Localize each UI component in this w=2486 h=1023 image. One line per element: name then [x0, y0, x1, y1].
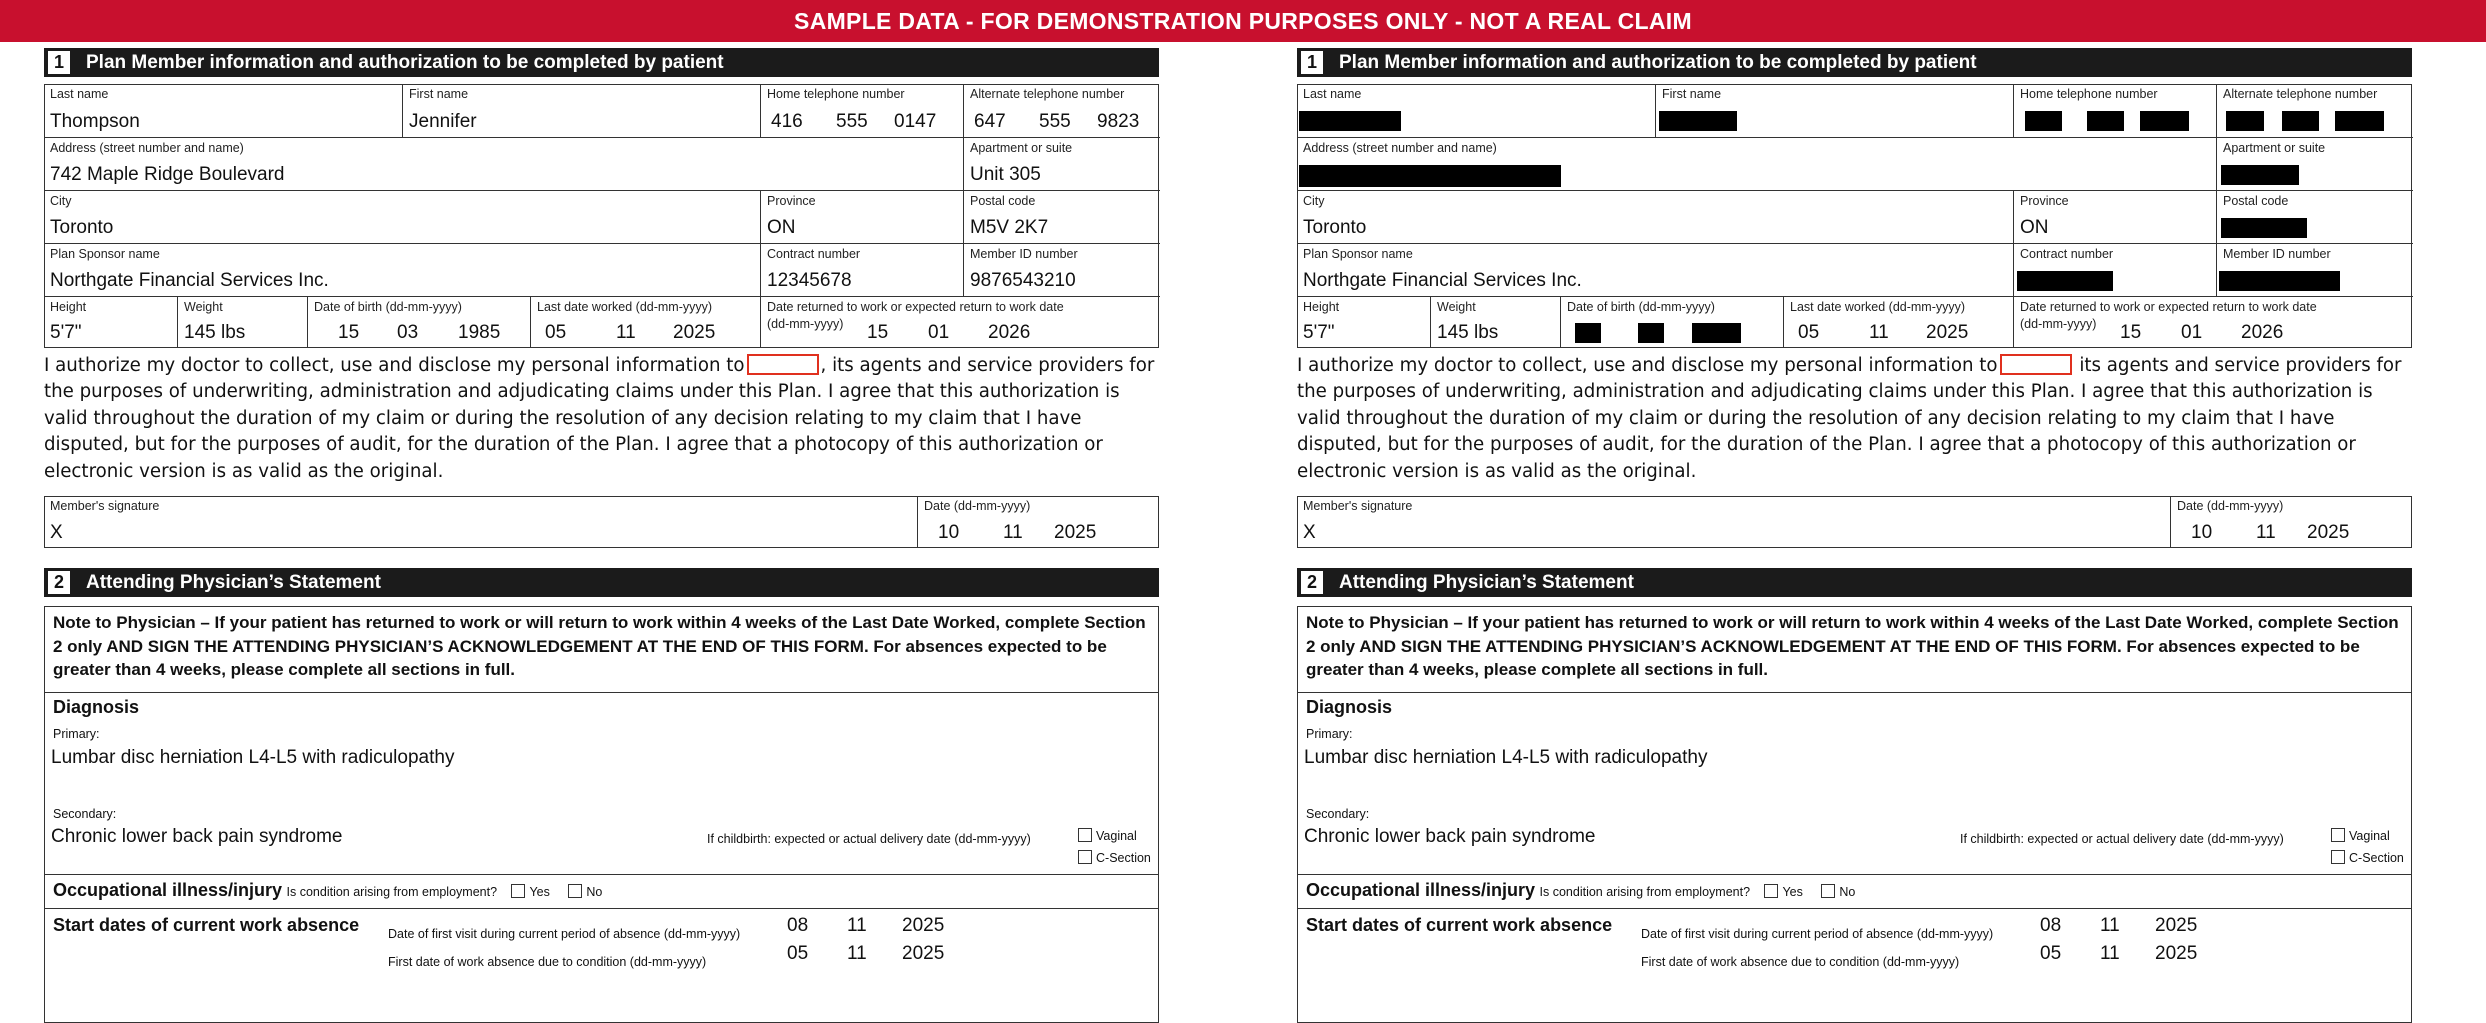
- field-value: 01: [2181, 322, 2203, 343]
- return-date-field[interactable]: [760, 296, 1160, 348]
- redaction-bar: [1659, 111, 1737, 131]
- field-value: 9823: [1097, 111, 1140, 132]
- redaction-bar: [1638, 323, 1664, 343]
- field-label: Last date worked (dd-mm-yyyy): [1790, 300, 1966, 314]
- redaction-bar: [2335, 111, 2384, 131]
- field-label: Home telephone number: [2020, 87, 2158, 101]
- first-visit-label: Date of first visit during current period of absence (dd-mm-yyyy): [1641, 927, 1994, 941]
- alt-phone-field[interactable]: [963, 84, 1160, 137]
- field-label: Date of birth (dd-mm-yyyy): [1567, 300, 1715, 314]
- field-value: 05: [545, 322, 567, 343]
- no-option[interactable]: [1821, 885, 1855, 899]
- checkbox[interactable]: [1078, 828, 1092, 842]
- field-value: M5V 2K7: [970, 217, 1049, 238]
- auth-text-end: its agents and service providers for the purposes of underwriting, administration and adjudicating claims under this Plan. I agree that this authorization is valid throughout the duration of my claim or during the resolution of any decision relating to my claim that I have disputed, but for the purposes of audit, for the duration of the Plan. I agree that a photocopy of this authorization or electronic version is as valid as the original.: [1297, 355, 2402, 482]
- field-label: Plan Sponsor name: [50, 247, 160, 261]
- field-label: Alternate telephone number: [970, 87, 1125, 101]
- secondary-label: Secondary:: [1306, 807, 1370, 821]
- csection-option[interactable]: [1078, 850, 1151, 865]
- first-absence-day[interactable]: 05: [2040, 943, 2062, 964]
- field-value: 01: [928, 322, 950, 343]
- field-value: 2025: [2307, 522, 2350, 543]
- weight-field[interactable]: [177, 296, 307, 348]
- last-worked-field[interactable]: [530, 296, 760, 348]
- field-label: Alternate telephone number: [2223, 87, 2378, 101]
- redaction-bar: [1299, 165, 1561, 187]
- first-absence-month[interactable]: 11: [2100, 943, 2120, 964]
- field-label: Postal code: [2223, 194, 2289, 208]
- field-value: 11: [1869, 322, 1889, 343]
- field-value: Jennifer: [409, 111, 477, 132]
- divider: [1298, 874, 2411, 875]
- field-label: Member ID number: [2223, 247, 2331, 261]
- field-value: Unit 305: [970, 164, 1041, 185]
- postal-code-field[interactable]: [2216, 190, 2413, 243]
- field-value: 5'7": [50, 322, 82, 343]
- field-value: 1985: [458, 322, 501, 343]
- city-field[interactable]: [1297, 190, 2013, 243]
- province-field[interactable]: [2013, 190, 2216, 243]
- section-title: Plan Member information and authorization to be completed by patient: [86, 52, 724, 73]
- field-label: Address (street number and name): [50, 141, 244, 155]
- auth-text-end: , its agents and service providers for the purposes of underwriting, administration and adjudicating claims under this Plan. I agree that this authorization is valid throughout the duration of my claim or during the resolution of any decision relating to my claim that I have disputed, but for the purposes of audit, for the duration of the Plan. I agree that a photocopy of this authorization or electronic version is as valid as the original.: [44, 355, 1155, 482]
- field-value: Northgate Financial Services Inc.: [50, 270, 329, 291]
- field-value: 647: [974, 111, 1006, 132]
- field-label: Member ID number: [970, 247, 1078, 261]
- field-label: Date of birth (dd-mm-yyyy): [314, 300, 462, 314]
- physician-statement-body: [1297, 693, 2412, 1023]
- primary-label: Primary:: [1306, 727, 1353, 741]
- insurer-name-box[interactable]: [747, 354, 819, 375]
- member-id-field[interactable]: [963, 243, 1160, 296]
- physician-statement-body: [44, 693, 1159, 1023]
- plan-sponsor-field[interactable]: [1297, 243, 2013, 296]
- divider: [45, 874, 1158, 875]
- field-label: (dd-mm-yyyy): [767, 317, 844, 331]
- first-absence-day[interactable]: 05: [787, 943, 809, 964]
- weight-field[interactable]: [1430, 296, 1560, 348]
- first-absence-year[interactable]: 2025: [2155, 943, 2198, 964]
- field-value: 5'7": [1303, 322, 1335, 343]
- field-label: Province: [2020, 194, 2069, 208]
- field-value: 2026: [2241, 322, 2284, 343]
- field-label: Apartment or suite: [970, 141, 1073, 155]
- section-title: Attending Physician’s Statement: [1339, 572, 1634, 593]
- occupational-question: Is condition arising from employment?: [1539, 885, 1751, 899]
- first-absence-month[interactable]: 11: [847, 943, 867, 964]
- field-value: 145 lbs: [184, 322, 246, 343]
- redaction-bar: [1692, 323, 1741, 343]
- field-label: Member's signature: [50, 499, 160, 513]
- field-value: Thompson: [50, 111, 140, 132]
- primary-label: Primary:: [53, 727, 100, 741]
- first-visit-year[interactable]: 2025: [902, 915, 945, 936]
- field-value: 15: [2120, 322, 2142, 343]
- field-value: 416: [771, 111, 803, 132]
- option-label: Vaginal: [2349, 829, 2390, 843]
- redaction-bar: [2226, 111, 2264, 131]
- first-visit-day[interactable]: 08: [787, 915, 809, 936]
- redaction-bar: [2017, 271, 2113, 291]
- height-field[interactable]: [1297, 296, 1430, 348]
- member-id-field[interactable]: [2216, 243, 2413, 296]
- field-value: 11: [616, 322, 636, 343]
- field-value: 15: [338, 322, 360, 343]
- field-label: City: [1303, 194, 1325, 208]
- physician-note: Note to Physician – If your patient has returned to work or will return to work within 4 weeks of the Last Date Worked, complete Section 2 only AND SIGN THE ATTENDING PHYSICIAN’S ACKNOWLEDGEMENT AT THE END OF THIS FORM. For absences expected to be greater than 4 weeks, please complete all sections in full.: [44, 606, 1159, 693]
- contract-number-field[interactable]: [760, 243, 963, 296]
- occupational-row: [53, 880, 602, 901]
- occupational-row: [1306, 880, 1855, 901]
- section-number: 2: [48, 571, 70, 594]
- field-value: 555: [1039, 111, 1071, 132]
- field-value: Toronto: [50, 217, 114, 238]
- field-value: X: [50, 522, 63, 543]
- occupational-question: Is condition arising from employment?: [286, 885, 498, 899]
- apartment-field[interactable]: [963, 137, 1160, 190]
- diagnosis-heading: Diagnosis: [53, 697, 140, 717]
- field-value: 2025: [673, 322, 716, 343]
- member-info-grid: [44, 84, 1159, 348]
- field-value: ON: [767, 217, 796, 238]
- signature-date-field[interactable]: [917, 496, 1160, 548]
- signature-row: [1297, 496, 2412, 548]
- form-panel-redacted: [1297, 48, 2412, 969]
- redaction-bar: [2087, 111, 2124, 131]
- yes-option[interactable]: [1764, 885, 1802, 899]
- province-field[interactable]: [760, 190, 963, 243]
- secondary-label: Secondary:: [53, 807, 117, 821]
- option-label: Yes: [1782, 885, 1803, 899]
- field-label: Postal code: [970, 194, 1036, 208]
- field-label: Apartment or suite: [2223, 141, 2326, 155]
- first-visit-year[interactable]: 2025: [2155, 915, 2198, 936]
- option-label: C-Section: [1096, 851, 1151, 865]
- form-panel-unredacted: [44, 48, 1159, 969]
- field-value: 9876543210: [970, 270, 1076, 291]
- field-label: Last name: [50, 87, 109, 101]
- option-label: Vaginal: [1096, 829, 1137, 843]
- redaction-bar: [1575, 323, 1601, 343]
- authorization-text: [1297, 353, 2412, 485]
- signature-date-field[interactable]: [2170, 496, 2413, 548]
- sample-banner: SAMPLE DATA - FOR DEMONSTRATION PURPOSES ONLY - NOT A REAL CLAIM: [0, 0, 2486, 42]
- apartment-field[interactable]: [2216, 137, 2413, 190]
- field-label: Address (street number and name): [1303, 141, 1497, 155]
- postal-code-field[interactable]: [963, 190, 1160, 243]
- physician-note: Note to Physician – If your patient has returned to work or will return to work within 4 weeks of the Last Date Worked, complete Section 2 only AND SIGN THE ATTENDING PHYSICIAN’S ACKNOWLEDGEMENT AT THE END OF THIS FORM. For absences expected to be greater than 4 weeks, please complete all sections in full.: [1297, 606, 2412, 693]
- first-name-field[interactable]: [1655, 84, 2013, 137]
- secondary-diagnosis[interactable]: Chronic lower back pain syndrome: [1304, 826, 1596, 847]
- field-label: Contract number: [2020, 247, 2114, 261]
- field-label: (dd-mm-yyyy): [2020, 317, 2097, 331]
- yes-option[interactable]: [511, 885, 549, 899]
- first-absence-label: First date of work absence due to condition (dd-mm-yyyy): [388, 955, 707, 969]
- authorization-text: [44, 353, 1159, 485]
- field-label: Last name: [1303, 87, 1362, 101]
- checkbox[interactable]: [1078, 850, 1092, 864]
- divider: [45, 908, 1158, 909]
- redaction-bar: [1299, 111, 1401, 131]
- redaction-bar: [2219, 271, 2340, 291]
- field-label: Date returned to work or expected return to work date: [2020, 300, 2317, 314]
- start-dates-heading: Start dates of current work absence: [53, 915, 360, 935]
- occupational-heading: Occupational illness/injury: [1306, 880, 1536, 900]
- field-label: Weight: [1437, 300, 1476, 314]
- section-title: Attending Physician’s Statement: [86, 572, 381, 593]
- field-label: Date (dd-mm-yyyy): [2177, 499, 2284, 513]
- field-value: X: [1303, 522, 1316, 543]
- childbirth-label: If childbirth: expected or actual delivery date (dd-mm-yyyy): [707, 832, 1031, 846]
- field-label: Height: [1303, 300, 1340, 314]
- section-number: 2: [1301, 571, 1323, 594]
- auth-text-start: I authorize my doctor to collect, use and disclose my personal information to: [44, 355, 745, 376]
- redaction-bar: [2282, 111, 2319, 131]
- field-label: Last date worked (dd-mm-yyyy): [537, 300, 713, 314]
- field-label: City: [50, 194, 72, 208]
- alt-phone-field[interactable]: [2216, 84, 2413, 137]
- first-visit-day[interactable]: 08: [2040, 915, 2062, 936]
- field-value: 145 lbs: [1437, 322, 1499, 343]
- address-field[interactable]: [1297, 137, 2216, 190]
- redaction-bar: [2140, 111, 2189, 131]
- signature-row: [44, 496, 1159, 548]
- member-info-grid: [1297, 84, 2412, 348]
- field-label: Date (dd-mm-yyyy): [924, 499, 1031, 513]
- section-2-header: [44, 568, 1159, 597]
- field-value: 742 Maple Ridge Boulevard: [50, 164, 285, 185]
- primary-diagnosis[interactable]: Lumbar disc herniation L4-L5 with radiculopathy: [1304, 747, 1708, 768]
- field-value: 03: [397, 322, 419, 343]
- field-value: 10: [938, 522, 960, 543]
- field-value: 0147: [894, 111, 937, 132]
- checkbox[interactable]: [1764, 884, 1778, 898]
- home-phone-field[interactable]: [760, 84, 963, 137]
- option-label: Yes: [529, 885, 550, 899]
- diagnosis-heading: Diagnosis: [1306, 697, 1393, 717]
- checkbox[interactable]: [1821, 884, 1835, 898]
- insurer-name-box[interactable]: [2000, 354, 2072, 375]
- field-label: Date returned to work or expected return to work date: [767, 300, 1064, 314]
- member-signature-field[interactable]: [1297, 496, 2170, 548]
- city-field[interactable]: [44, 190, 760, 243]
- field-label: Home telephone number: [767, 87, 905, 101]
- first-absence-label: First date of work absence due to condition (dd-mm-yyyy): [1641, 955, 1960, 969]
- last-name-field[interactable]: [1297, 84, 1655, 137]
- address-field[interactable]: [44, 137, 963, 190]
- primary-diagnosis[interactable]: Lumbar disc herniation L4-L5 with radiculopathy: [51, 747, 455, 768]
- field-label: First name: [1662, 87, 1722, 101]
- csection-option[interactable]: [2331, 850, 2404, 865]
- member-signature-field[interactable]: [44, 496, 917, 548]
- field-value: 2026: [988, 322, 1031, 343]
- first-visit-month[interactable]: 11: [2100, 915, 2120, 936]
- field-value: 15: [867, 322, 889, 343]
- field-value: 11: [2256, 522, 2276, 543]
- section-1-header: [1297, 48, 2412, 77]
- field-value: 11: [1003, 522, 1023, 543]
- plan-sponsor-field[interactable]: [44, 243, 760, 296]
- field-label: Province: [767, 194, 816, 208]
- option-label: C-Section: [2349, 851, 2404, 865]
- first-name-field[interactable]: [402, 84, 760, 137]
- section-number: 1: [48, 51, 70, 74]
- field-label: Height: [50, 300, 87, 314]
- field-value: 12345678: [767, 270, 852, 291]
- divider: [1298, 908, 2411, 909]
- section-title: Plan Member information and authorization to be completed by patient: [1339, 52, 1977, 73]
- field-label: First name: [409, 87, 469, 101]
- auth-text-start: I authorize my doctor to collect, use and disclose my personal information to: [1297, 355, 1998, 376]
- section-number: 1: [1301, 51, 1323, 74]
- option-label: No: [586, 885, 603, 899]
- start-dates-heading: Start dates of current work absence: [1306, 915, 1613, 935]
- field-value: Toronto: [1303, 217, 1367, 238]
- last-worked-field[interactable]: [1783, 296, 2013, 348]
- section-2-header: [1297, 568, 2412, 597]
- field-label: Weight: [184, 300, 223, 314]
- checkbox[interactable]: [2331, 850, 2345, 864]
- occupational-heading: Occupational illness/injury: [53, 880, 283, 900]
- secondary-diagnosis[interactable]: Chronic lower back pain syndrome: [51, 826, 343, 847]
- redaction-bar: [2221, 218, 2307, 238]
- redaction-bar: [2221, 165, 2299, 185]
- field-value: 2025: [1926, 322, 1969, 343]
- section-1-header: [44, 48, 1159, 77]
- no-option[interactable]: [568, 885, 602, 899]
- field-label: Plan Sponsor name: [1303, 247, 1413, 261]
- field-label: Member's signature: [1303, 499, 1413, 513]
- field-value: Northgate Financial Services Inc.: [1303, 270, 1582, 291]
- height-field[interactable]: [44, 296, 177, 348]
- checkbox[interactable]: [568, 884, 582, 898]
- dob-field[interactable]: [1560, 296, 1783, 348]
- checkbox[interactable]: [511, 884, 525, 898]
- checkbox[interactable]: [2331, 828, 2345, 842]
- field-value: 05: [1798, 322, 1820, 343]
- last-name-field[interactable]: [44, 84, 402, 137]
- field-value: 2025: [1054, 522, 1097, 543]
- dob-field[interactable]: [307, 296, 530, 348]
- redaction-bar: [2025, 111, 2062, 131]
- vaginal-option[interactable]: [1078, 828, 1137, 843]
- vaginal-option[interactable]: [2331, 828, 2390, 843]
- contract-number-field[interactable]: [2013, 243, 2216, 296]
- field-value: 555: [836, 111, 868, 132]
- first-absence-year[interactable]: 2025: [902, 943, 945, 964]
- field-label: Contract number: [767, 247, 861, 261]
- childbirth-label: If childbirth: expected or actual delivery date (dd-mm-yyyy): [1960, 832, 2284, 846]
- first-visit-label: Date of first visit during current period of absence (dd-mm-yyyy): [388, 927, 741, 941]
- return-date-field[interactable]: [2013, 296, 2413, 348]
- option-label: No: [1839, 885, 1856, 899]
- home-phone-field[interactable]: [2013, 84, 2216, 137]
- field-value: ON: [2020, 217, 2049, 238]
- first-visit-month[interactable]: 11: [847, 915, 867, 936]
- field-value: 10: [2191, 522, 2213, 543]
